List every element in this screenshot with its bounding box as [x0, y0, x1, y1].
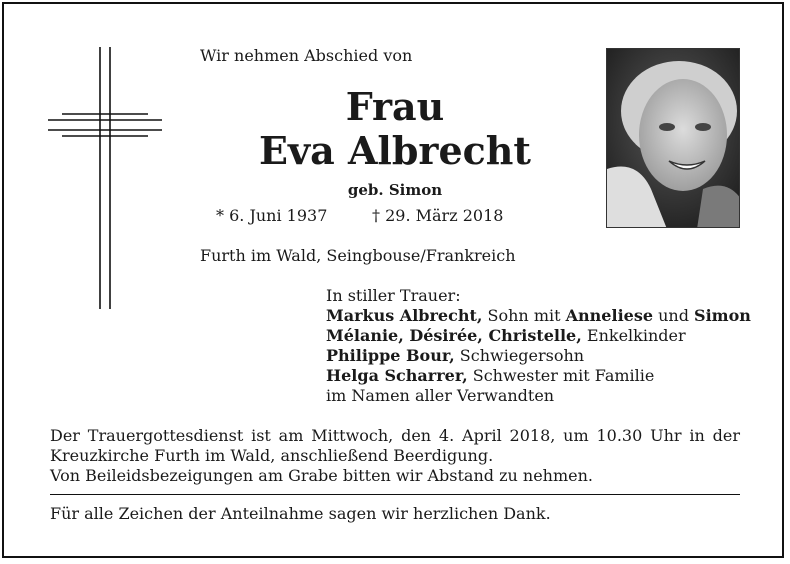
intro-text: Wir nehmen Abschied von [200, 46, 413, 65]
deceased-name: Eva Albrecht [259, 128, 531, 173]
mourners-heading: In stiller Trauer: [326, 286, 461, 305]
birth-date: * 6. Juni 1937 [216, 206, 328, 225]
death-date: † 29. März 2018 [372, 206, 504, 225]
mourners-closing: im Namen aller Verwandten [326, 386, 555, 405]
mourners-block [326, 286, 751, 406]
mourner-line: Mélanie, Désirée, Christelle, Enkelkinder [326, 326, 686, 345]
place-text: Furth im Wald, Seingbouse/Frankreich [200, 246, 516, 265]
divider [50, 494, 740, 495]
mourner-line: Philippe Bour, Schwiegersohn [326, 346, 585, 365]
thanks-text: Für alle Zeichen der Anteilnahme sagen wir herzlichen Dank. [50, 504, 551, 523]
maiden-name: geb. Simon [347, 181, 443, 199]
salutation: Frau [345, 84, 445, 129]
condolence-text: Von Beileidsbezeigungen am Grabe bitten wir Abstand zu nehmen. [50, 466, 594, 485]
mourner-line: Helga Scharrer, Schwester mit Familie [326, 366, 655, 385]
mourner-line: Markus Albrecht, Sohn mit Anneliese und Simon [326, 306, 751, 325]
service-info [50, 426, 740, 486]
service-text: Der Trauergottesdienst ist am Mittwoch, den 4. April 2018, um 10.30 Uhr in der Kreuzkirche Furth im Wald, anschließend Beerdigung. [50, 426, 740, 465]
